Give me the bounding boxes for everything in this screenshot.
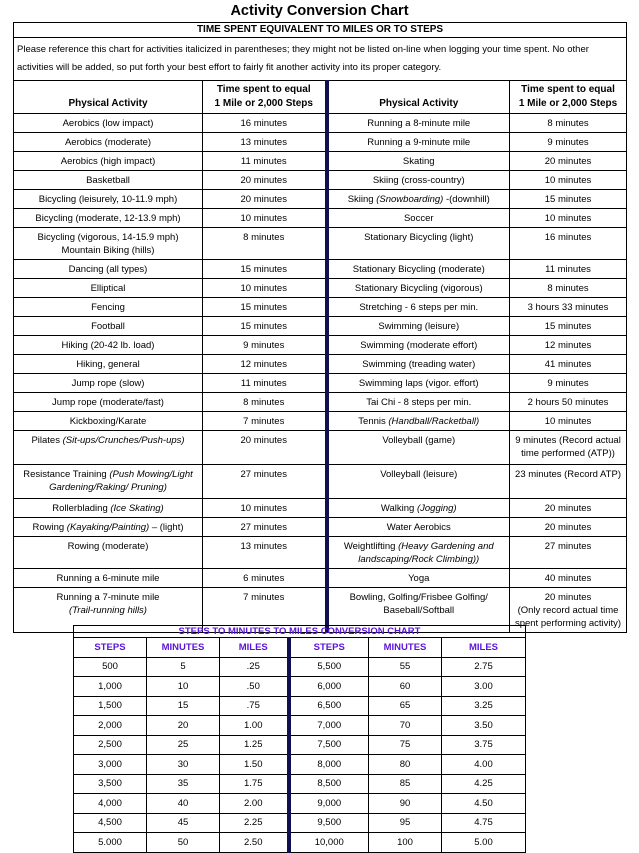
steps-value: 8,500 [289, 774, 369, 794]
activity-name-right: Running a 9-minute mile [327, 133, 510, 152]
minutes-value: 40 [147, 794, 220, 814]
activity-name-left: Running a 7-minute mile (Trail-running hills) [14, 588, 203, 633]
activity-time-right: 8 minutes [510, 279, 627, 298]
steps-conversion-table [73, 625, 526, 853]
steps-row [74, 677, 526, 697]
activity-time-left: 10 minutes [203, 499, 327, 518]
activity-time-right: 20 minutes (Only record actual time spent performing activity) [510, 588, 627, 633]
steps-value: 9,500 [289, 813, 369, 833]
minutes-value: 60 [369, 677, 442, 697]
activity-time-right: 2 hours 50 minutes [510, 393, 627, 412]
activity-time-left: 16 minutes [203, 114, 327, 133]
miles-value: 2.50 [220, 833, 289, 853]
miles-value: 1.50 [220, 755, 289, 775]
steps-value: 6,000 [289, 677, 369, 697]
activity-time-right: 20 minutes [510, 518, 627, 537]
steps-row [74, 735, 526, 755]
activity-time-right: 9 minutes [510, 133, 627, 152]
activity-name-right: Tai Chi - 8 steps per min. [327, 393, 510, 412]
minutes-value: 85 [369, 774, 442, 794]
minutes-value: 70 [369, 716, 442, 736]
steps-value: 8,000 [289, 755, 369, 775]
activity-name-right: Volleyball (leisure) [327, 465, 510, 499]
activity-name-left: Hiking, general [14, 355, 203, 374]
activity-name-left: Resistance Training (Push Mowing/Light Gardening/Raking/ Pruning) [14, 465, 203, 499]
activity-table [13, 22, 627, 633]
activity-name-left: Rowing (moderate) [14, 537, 203, 569]
miles-value: 4.75 [442, 813, 526, 833]
steps-value: 2,500 [74, 735, 147, 755]
activity-name-left: Rollerblading (Ice Skating) [14, 499, 203, 518]
header-activity-left: Physical Activity [14, 81, 203, 114]
minutes-value: 90 [369, 794, 442, 814]
activity-time-right: 40 minutes [510, 569, 627, 588]
activity-row [14, 393, 627, 412]
steps-value: 2,000 [74, 716, 147, 736]
steps-row [74, 755, 526, 775]
activity-row [14, 260, 627, 279]
steps-value: 500 [74, 657, 147, 677]
activity-name-left: Aerobics (moderate) [14, 133, 203, 152]
activity-row [14, 431, 627, 465]
activity-time-left: 11 minutes [203, 374, 327, 393]
activity-row [14, 209, 627, 228]
activity-name-left: Bicycling (leisurely, 10-11.9 mph) [14, 190, 203, 209]
minutes-value: 25 [147, 735, 220, 755]
activity-time-left: 15 minutes [203, 317, 327, 336]
activity-name-right: Walking (Jogging) [327, 499, 510, 518]
steps-value: 7,500 [289, 735, 369, 755]
steps-value: 5.000 [74, 833, 147, 853]
steps-row [74, 794, 526, 814]
activity-row [14, 279, 627, 298]
minutes-value: 35 [147, 774, 220, 794]
activity-row [14, 298, 627, 317]
activity-row [14, 537, 627, 569]
activity-time-left: 20 minutes [203, 190, 327, 209]
steps-value: 3,500 [74, 774, 147, 794]
activity-name-right: Swimming (moderate effort) [327, 336, 510, 355]
header-time-left: Time spent to equal 1 Mile or 2,000 Steps [203, 81, 327, 114]
steps-value: 9,000 [289, 794, 369, 814]
activity-time-left: 15 minutes [203, 298, 327, 317]
activity-time-right: 41 minutes [510, 355, 627, 374]
steps-value: 3,000 [74, 755, 147, 775]
activity-name-left: Aerobics (high impact) [14, 152, 203, 171]
activity-name-right: Swimming (treading water) [327, 355, 510, 374]
activity-name-left: Bicycling (vigorous, 14-15.9 mph) Mountain Biking (hills) [14, 228, 203, 260]
activity-time-left: 13 minutes [203, 537, 327, 569]
steps-header-steps: STEPS [289, 638, 369, 658]
activity-name-right: Swimming (leisure) [327, 317, 510, 336]
activity-row [14, 465, 627, 499]
activity-time-left: 10 minutes [203, 279, 327, 298]
activity-time-right: 27 minutes [510, 537, 627, 569]
activity-time-left: 11 minutes [203, 152, 327, 171]
miles-value: 3.75 [442, 735, 526, 755]
activity-time-right: 12 minutes [510, 336, 627, 355]
steps-value: 4,000 [74, 794, 147, 814]
activity-time-left: 12 minutes [203, 355, 327, 374]
activity-row [14, 355, 627, 374]
activity-name-left: Kickboxing/Karate [14, 412, 203, 431]
activity-row [14, 412, 627, 431]
activity-name-right: Weightlifting (Heavy Gardening and landscaping/Rock Climbing)) [327, 537, 510, 569]
activity-time-left: 10 minutes [203, 209, 327, 228]
miles-value: 4.00 [442, 755, 526, 775]
miles-value: 5.00 [442, 833, 526, 853]
minutes-value: 55 [369, 657, 442, 677]
activity-name-left: Jump rope (slow) [14, 374, 203, 393]
miles-value: .50 [220, 677, 289, 697]
steps-row [74, 716, 526, 736]
activity-time-right: 10 minutes [510, 171, 627, 190]
activity-time-left: 7 minutes [203, 412, 327, 431]
activity-time-right: 10 minutes [510, 412, 627, 431]
minutes-value: 95 [369, 813, 442, 833]
minutes-value: 10 [147, 677, 220, 697]
minutes-value: 80 [369, 755, 442, 775]
activity-row [14, 152, 627, 171]
activity-name-right: Tennis (Handball/Racketball) [327, 412, 510, 431]
steps-row [74, 696, 526, 716]
activity-name-right: Stationary Bicycling (light) [327, 228, 510, 260]
activity-row [14, 569, 627, 588]
activity-time-right: 20 minutes [510, 152, 627, 171]
activity-row [14, 228, 627, 260]
activity-time-right: 11 minutes [510, 260, 627, 279]
activity-time-left: 13 minutes [203, 133, 327, 152]
miles-value: 4.50 [442, 794, 526, 814]
activity-name-right: Skiing (Snowboarding) -(downhill) [327, 190, 510, 209]
activity-time-right: 16 minutes [510, 228, 627, 260]
miles-value: 4.25 [442, 774, 526, 794]
steps-header-miles: MILES [442, 638, 526, 658]
minutes-value: 30 [147, 755, 220, 775]
activity-name-left: Running a 6-minute mile [14, 569, 203, 588]
activity-time-right: 9 minutes [510, 374, 627, 393]
steps-row [74, 833, 526, 853]
steps-row [74, 813, 526, 833]
steps-value: 7,000 [289, 716, 369, 736]
intro-text: Please reference this chart for activities italicized in parentheses; they might not be listed on-line when logging your time spent. No other activities will be added, so put forth your best effort to fairly fit another activity into its proper category. [14, 38, 627, 81]
steps-header-row [74, 638, 526, 658]
activity-time-left: 6 minutes [203, 569, 327, 588]
activity-name-left: Aerobics (low impact) [14, 114, 203, 133]
minutes-value: 50 [147, 833, 220, 853]
miles-value: 3.25 [442, 696, 526, 716]
activity-time-right: 9 minutes (Record actual time performed (ATP)) [510, 431, 627, 465]
steps-chart-title: STEPS TO MINUTES TO MILES CONVERSION CHART [74, 626, 526, 638]
activity-name-right: Stretching - 6 steps per min. [327, 298, 510, 317]
activity-name-right: Skiing (cross-country) [327, 171, 510, 190]
activity-time-left: 7 minutes [203, 588, 327, 633]
activity-name-left: Elliptical [14, 279, 203, 298]
miles-value: .75 [220, 696, 289, 716]
activity-time-left: 8 minutes [203, 393, 327, 412]
miles-value: 2.25 [220, 813, 289, 833]
activity-time-left: 15 minutes [203, 260, 327, 279]
miles-value: 1.75 [220, 774, 289, 794]
miles-value: 3.00 [442, 677, 526, 697]
steps-header-miles: MILES [220, 638, 289, 658]
minutes-value: 5 [147, 657, 220, 677]
steps-value: 1,000 [74, 677, 147, 697]
minutes-value: 100 [369, 833, 442, 853]
activity-time-left: 9 minutes [203, 336, 327, 355]
activity-name-right: Stationary Bicycling (moderate) [327, 260, 510, 279]
activity-name-right: Bowling, Golfing/Frisbee Golfing/ Baseball/Softball [327, 588, 510, 633]
minutes-value: 20 [147, 716, 220, 736]
activity-name-left: Fencing [14, 298, 203, 317]
activity-time-left: 20 minutes [203, 171, 327, 190]
minutes-value: 65 [369, 696, 442, 716]
minutes-value: 75 [369, 735, 442, 755]
minutes-value: 15 [147, 696, 220, 716]
activity-name-left: Jump rope (moderate/fast) [14, 393, 203, 412]
activity-row [14, 374, 627, 393]
activity-name-left: Dancing (all types) [14, 260, 203, 279]
activity-row [14, 190, 627, 209]
activity-name-left: Pilates (Sit-ups/Crunches/Push-ups) [14, 431, 203, 465]
activity-name-left: Hiking (20-42 lb. load) [14, 336, 203, 355]
activity-row [14, 336, 627, 355]
steps-value: 4,500 [74, 813, 147, 833]
activity-row [14, 317, 627, 336]
miles-value: 2.00 [220, 794, 289, 814]
activity-time-right: 15 minutes [510, 317, 627, 336]
activity-name-right: Running a 8-minute mile [327, 114, 510, 133]
activity-row [14, 114, 627, 133]
steps-header-minutes: MINUTES [147, 638, 220, 658]
activity-name-left: Bicycling (moderate, 12-13.9 mph) [14, 209, 203, 228]
activity-time-right: 8 minutes [510, 114, 627, 133]
miles-value: 1.00 [220, 716, 289, 736]
activity-name-right: Water Aerobics [327, 518, 510, 537]
activity-name-left: Rowing (Kayaking/Painting) – (light) [14, 518, 203, 537]
activity-row [14, 518, 627, 537]
activity-name-right: Volleyball (game) [327, 431, 510, 465]
activity-name-right: Soccer [327, 209, 510, 228]
steps-header-minutes: MINUTES [369, 638, 442, 658]
miles-value: 1.25 [220, 735, 289, 755]
activity-name-right: Swimming laps (vigor. effort) [327, 374, 510, 393]
activity-time-left: 8 minutes [203, 228, 327, 260]
activity-time-right: 10 minutes [510, 209, 627, 228]
steps-value: 1,500 [74, 696, 147, 716]
miles-value: 3.50 [442, 716, 526, 736]
activity-name-right: Yoga [327, 569, 510, 588]
minutes-value: 45 [147, 813, 220, 833]
activity-row [14, 133, 627, 152]
steps-row [74, 774, 526, 794]
table-subtitle: TIME SPENT EQUIVALENT TO MILES OR TO STEPS [14, 23, 627, 38]
miles-value: .25 [220, 657, 289, 677]
activity-time-right: 15 minutes [510, 190, 627, 209]
activity-time-left: 27 minutes [203, 518, 327, 537]
header-time-right: Time spent to equal 1 Mile or 2,000 Steps [510, 81, 627, 114]
activity-time-left: 27 minutes [203, 465, 327, 499]
activity-time-right: 23 minutes (Record ATP) [510, 465, 627, 499]
steps-value: 5,500 [289, 657, 369, 677]
steps-value: 10,000 [289, 833, 369, 853]
activity-time-right: 3 hours 33 minutes [510, 298, 627, 317]
activity-time-left: 20 minutes [203, 431, 327, 465]
miles-value: 2.75 [442, 657, 526, 677]
activity-row [14, 499, 627, 518]
activity-name-right: Stationary Bicycling (vigorous) [327, 279, 510, 298]
activity-name-right: Skating [327, 152, 510, 171]
steps-header-steps: STEPS [74, 638, 147, 658]
steps-row [74, 657, 526, 677]
steps-value: 6,500 [289, 696, 369, 716]
activity-name-left: Football [14, 317, 203, 336]
activity-time-right: 20 minutes [510, 499, 627, 518]
activity-name-left: Basketball [14, 171, 203, 190]
page-title: Activity Conversion Chart [230, 3, 409, 19]
activity-row [14, 171, 627, 190]
header-activity-right: Physical Activity [327, 81, 510, 114]
